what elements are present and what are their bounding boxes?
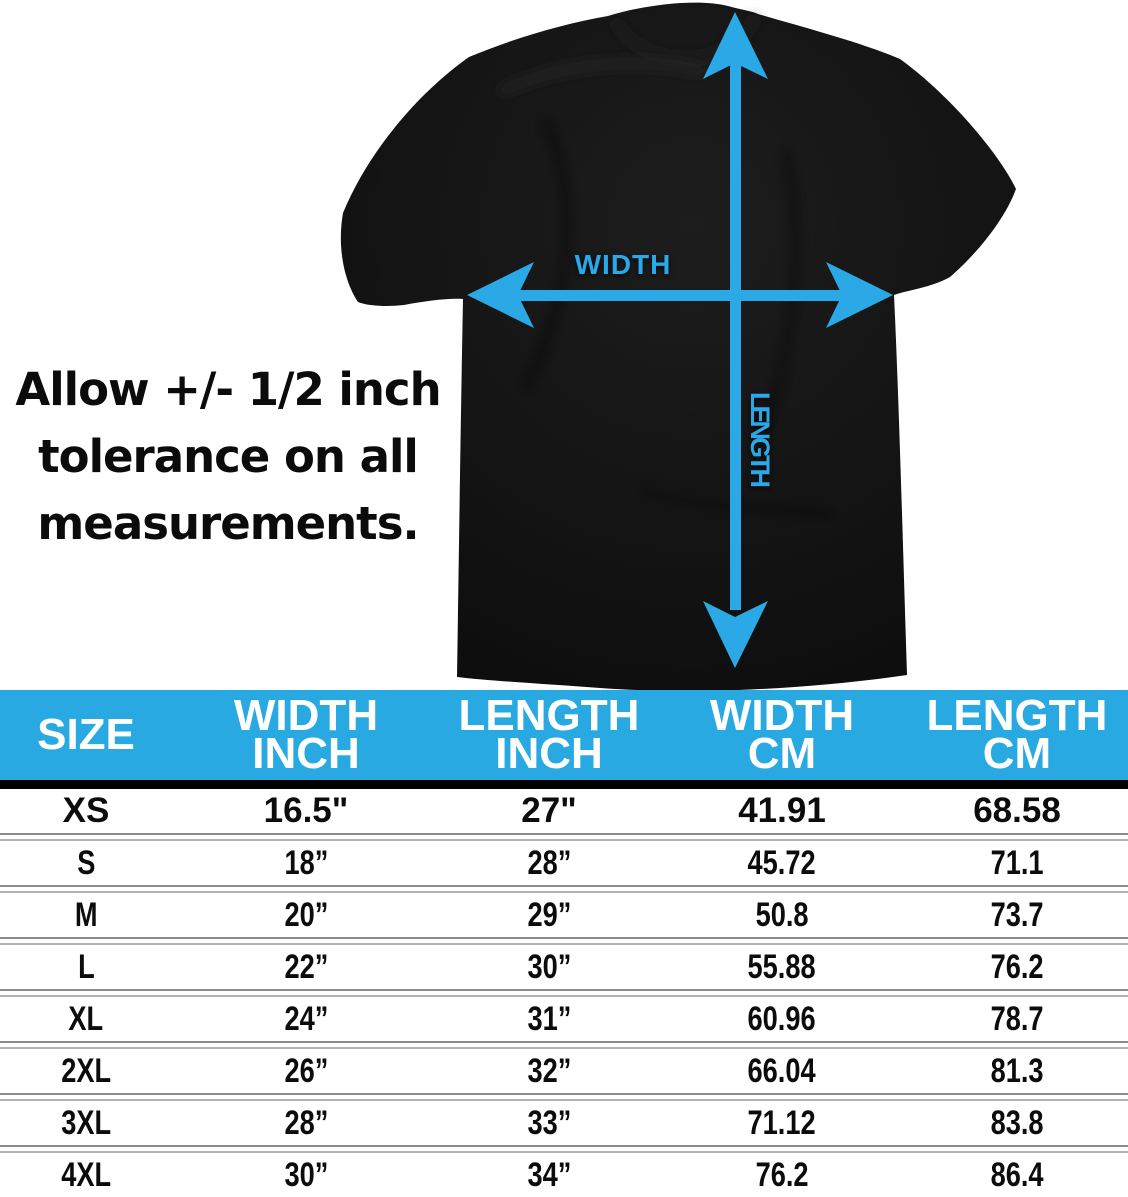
cell-length-cm: 86.4	[990, 1155, 1044, 1194]
cell-length-inch: 27"	[521, 791, 577, 830]
cell-width-cm: 55.88	[747, 947, 817, 986]
table-row-s	[0, 841, 1128, 885]
row-divider	[0, 885, 1128, 893]
cell-length-cm: 81.3	[990, 1051, 1044, 1090]
table-row-m	[0, 893, 1128, 937]
cell-size: XL	[68, 999, 104, 1038]
cell-size: M	[74, 895, 98, 934]
cell-width-cm: 71.12	[747, 1103, 817, 1142]
cell-size: L	[77, 947, 95, 986]
header-cell-width-inch: WIDTH INCH	[233, 691, 379, 778]
table-row-xs	[0, 789, 1128, 833]
cell-width-cm: 50.8	[755, 895, 809, 934]
cell-width-inch: 28”	[284, 1103, 328, 1142]
cell-length-inch: 32”	[527, 1051, 571, 1090]
cell-width-inch: 18”	[284, 843, 328, 882]
tolerance-note-line: measurements.	[37, 497, 419, 550]
cell-width-cm: 76.2	[755, 1155, 809, 1194]
tolerance-note-line: Allow +/- 1/2 inch	[15, 363, 441, 416]
tolerance-note	[0, 356, 456, 557]
cell-width-cm: 45.72	[747, 843, 817, 882]
row-divider	[0, 833, 1128, 841]
table-row-xl	[0, 997, 1128, 1041]
cell-size: XS	[62, 791, 110, 830]
cell-length-cm: 71.1	[990, 843, 1044, 882]
table-header-row	[0, 690, 1128, 780]
cell-width-inch: 30”	[284, 1155, 328, 1194]
cell-size: S	[76, 843, 96, 882]
cell-length-inch: 31”	[527, 999, 571, 1038]
row-divider	[0, 1041, 1128, 1049]
cell-length-inch: 33”	[527, 1103, 571, 1142]
cell-width-inch: 22”	[284, 947, 328, 986]
table-row-l	[0, 945, 1128, 989]
cell-width-inch: 16.5"	[263, 791, 349, 830]
row-divider	[0, 937, 1128, 945]
header-cell-width-cm: WIDTH CM	[709, 691, 855, 778]
cell-length-cm: 83.8	[990, 1103, 1044, 1142]
cell-length-cm: 68.58	[973, 791, 1061, 830]
cell-length-inch: 29”	[527, 895, 571, 934]
cell-width-cm: 66.04	[747, 1051, 817, 1090]
table-row-2xl	[0, 1049, 1128, 1093]
size-chart-table	[0, 690, 1128, 1197]
cell-width-cm: 41.91	[738, 791, 826, 830]
cell-width-inch: 26”	[284, 1051, 328, 1090]
cell-width-inch: 20”	[284, 895, 328, 934]
cell-length-inch: 30”	[527, 947, 571, 986]
row-divider	[0, 1093, 1128, 1101]
width-arrow-label: WIDTH	[574, 249, 672, 280]
row-divider	[0, 989, 1128, 997]
header-cell-size: SIZE	[37, 710, 135, 759]
length-arrow-label: LENGTH	[745, 392, 775, 485]
header-cell-length-inch: LENGTH INCH	[458, 691, 640, 778]
cell-length-cm: 76.2	[990, 947, 1044, 986]
cell-length-inch: 34”	[527, 1155, 571, 1194]
cell-size: 3XL	[61, 1103, 111, 1142]
cell-width-cm: 60.96	[747, 999, 817, 1038]
cell-size: 2XL	[61, 1051, 111, 1090]
cell-length-inch: 28”	[527, 843, 571, 882]
cell-length-cm: 73.7	[990, 895, 1044, 934]
header-divider-bar	[0, 780, 1128, 789]
cell-length-cm: 78.7	[990, 999, 1044, 1038]
table-row-3xl	[0, 1101, 1128, 1145]
cell-width-inch: 24”	[284, 999, 328, 1038]
row-divider	[0, 1145, 1128, 1153]
tshirt-silhouette	[341, 3, 1016, 690]
table-row-4xl	[0, 1153, 1128, 1197]
tolerance-note-line: tolerance on all	[38, 430, 418, 483]
cell-size: 4XL	[61, 1155, 111, 1194]
header-cell-length-cm: LENGTH CM	[926, 691, 1108, 778]
